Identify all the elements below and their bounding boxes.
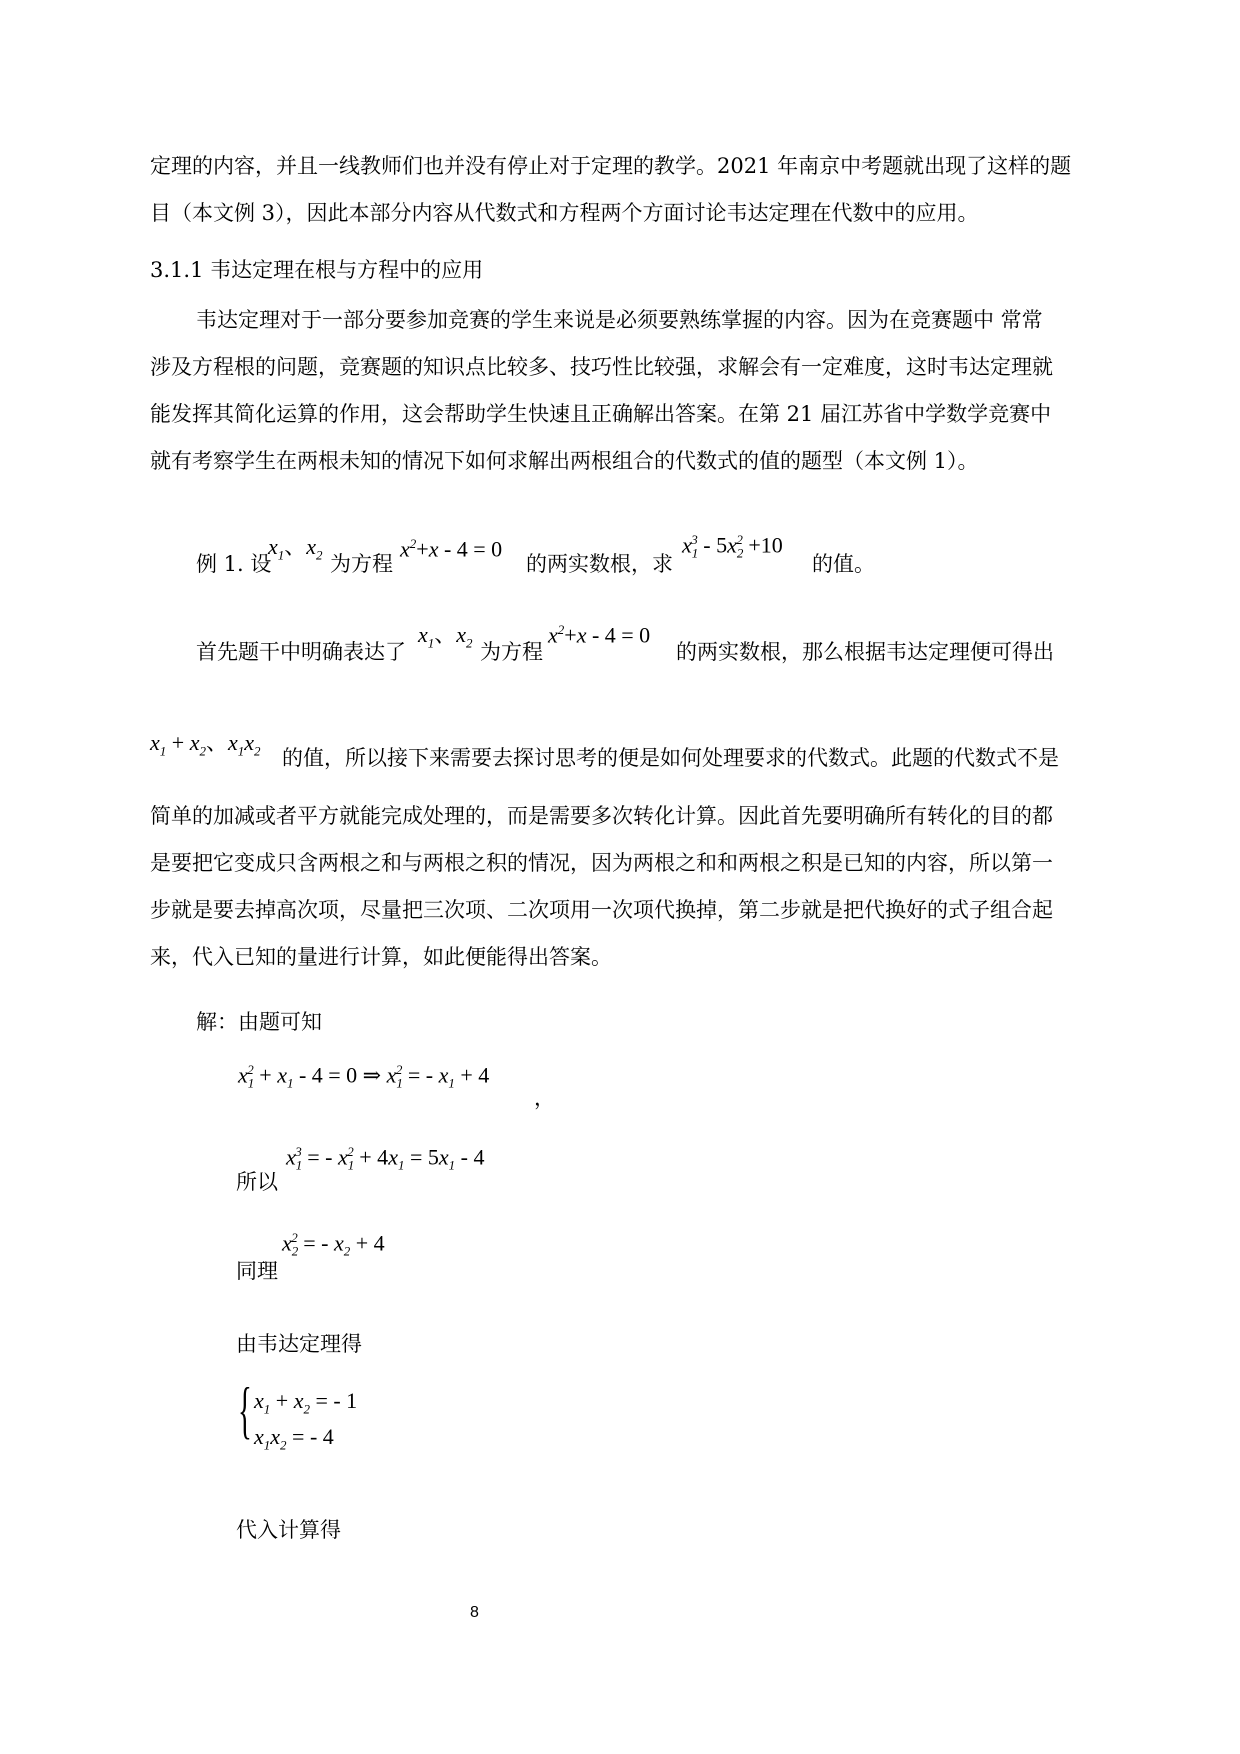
para1-line-2: 涉及方程根的问题，竞赛题的知识点比较多、技巧性比较强，求解会有一定难度，这时韦达定理就 [150, 355, 1053, 379]
para2-prefix: 首先题干中明确表达了 [196, 640, 406, 664]
solution-step-1-formula: $x_1^2 + x_1 - 4 = 0$ ⇒ $x_1^2$ = - $x_1 + 4$ [238, 1062, 490, 1091]
para1-line-3: 能发挥其简化运算的作用，这会帮助学生快速且正确解出答案。在第 21 届江苏省中学数学竞赛中 [150, 402, 1052, 426]
para2-line-6: 来，代入已知的量进行计算，如此便能得出答案。 [150, 945, 612, 969]
system-sum-formula: $x_1 + x_2$ = - 1 [254, 1388, 358, 1417]
solution-cube-formula: $x_1^3$ = - $x_1^2 + 4x_1 = 5x_1 - 4$ [286, 1144, 485, 1173]
system-product-formula: $x_1x_2$ = - 4 [254, 1424, 334, 1453]
solution-comma: ， [534, 1086, 555, 1110]
system-brace: { [238, 1374, 252, 1445]
solution-similarly-label: 同理 [236, 1259, 278, 1283]
solution-vieta-label: 由韦达定理得 [236, 1332, 362, 1356]
example1-mid-2: 的两实数根，求 [526, 552, 673, 576]
solution-square-x2-formula: $x_2^2$ = - $x_2 + 4$ [282, 1230, 385, 1259]
section-heading: 3.1.1 韦达定理在根与方程中的应用 [150, 258, 484, 282]
para1-line-4: 就有考察学生在两根未知的情况下如何求解出两根组合的代数式的值的题型（本文例 1）。 [150, 449, 979, 473]
para2-suffix: 的两实数根，那么根据韦达定理便可得出 [676, 640, 1054, 664]
para2-line-2-suffix: 的值，所以接下来需要去探讨思考的便是如何处理要求的代数式。此题的代数式不是 [282, 746, 1059, 770]
para2-sum-product-formula: $x_1 + x_2$、$x_1x_2$ [150, 730, 261, 759]
para2-line-4: 是要把它变成只含两根之和与两根之积的情况，因为两根之和和两根之积是已知的内容，所以第一 [150, 851, 1053, 875]
example1-equation-formula: $x^2+x - 4 = 0$ [400, 536, 503, 562]
solution-therefore-label: 所以 [236, 1170, 278, 1194]
example1-target-formula: $x_1^3 - 5x_2^2 +10$ [682, 532, 783, 561]
para2-roots-formula: $x_1$、$x_2$ [418, 622, 473, 651]
example1-mid-1: 为方程 [330, 552, 393, 576]
page-number: 8 [470, 1604, 479, 1621]
para2-line-5: 步就是要去掉高次项，尽量把三次项、二次项用一次项代换掉，第二步就是把代换好的式子组合起 [150, 898, 1053, 922]
para2-equation-formula: $x^2+x - 4 = 0$ [548, 622, 651, 648]
example1-roots-formula: $x_1$、$x_2$ [268, 534, 323, 563]
intro-line-2: 目（本文例 3），因此本部分内容从代数式和方程两个方面讨论韦达定理在代数中的应用。 [150, 201, 979, 225]
para2-line-3: 简单的加减或者平方就能完成处理的，而是需要多次转化计算。因此首先要明确所有转化的目的都 [150, 804, 1053, 828]
solution-label: 解：由题可知 [196, 1010, 322, 1034]
para2-mid-1: 为方程 [480, 640, 543, 664]
para1-line-1: 韦达定理对于一部分要参加竞赛的学生来说是必须要熟练掌握的内容。因为在竞赛题中 常常 [196, 308, 1043, 332]
solution-substitute-label: 代入计算得 [236, 1518, 341, 1542]
example1-suffix: 的值。 [812, 552, 875, 576]
example1-prefix: 例 1. 设 [196, 552, 272, 576]
intro-line-1: 定理的内容，并且一线教师们也并没有停止对于定理的教学。2021 年南京中考题就出现了这样的题 [150, 154, 1072, 178]
